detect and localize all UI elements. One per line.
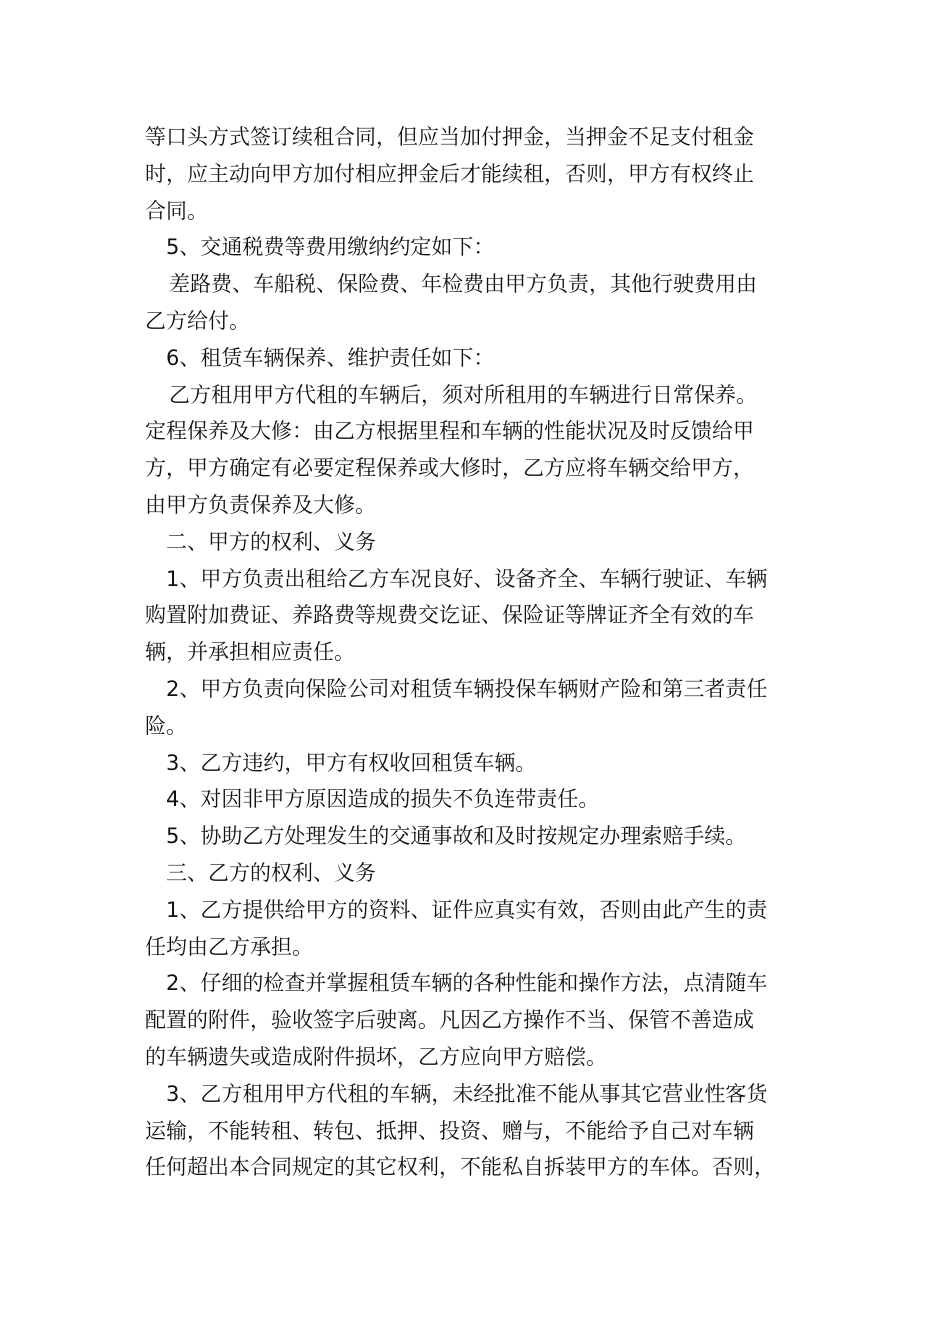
text-line: 方，甲方确定有必要定程保养或大修时，乙方应将车辆交给甲方， bbox=[145, 456, 754, 481]
text-line: 差路费、车船税、保险费、年检费由甲方负责，其他行驶费用由 bbox=[169, 272, 757, 297]
text-line: 险。 bbox=[145, 713, 187, 738]
section-heading: 三、乙方的权利、义务 bbox=[166, 860, 376, 885]
text-line: 购置附加费证、养路费等规费交讫证、保险证等牌证齐全有效的车 bbox=[145, 603, 754, 628]
text-line: 乙方租用甲方代租的车辆后，须对所租用的车辆进行日常保养。 bbox=[169, 382, 757, 407]
list-item: 3、乙方租用甲方代租的车辆，未经批准不能从事其它营业性客货 bbox=[166, 1081, 768, 1106]
list-item: 5、协助乙方处理发生的交通事故和及时按规定办理索赔手续。 bbox=[166, 824, 747, 849]
text-line: 辆，并承担相应责任。 bbox=[145, 640, 355, 665]
text-line: 的车辆遗失或造成附件损坏，乙方应向甲方赔偿。 bbox=[145, 1044, 607, 1069]
list-item: 2、仔细的检查并掌握租赁车辆的各种性能和操作方法，点清随车 bbox=[166, 971, 768, 996]
text-line: 乙方给付。 bbox=[145, 308, 250, 333]
text-line: 配置的附件，验收签字后驶离。凡因乙方操作不当、保管不善造成 bbox=[145, 1008, 754, 1033]
text-line: 运输，不能转租、转包、抵押、投资、赠与，不能给予自己对车辆 bbox=[145, 1118, 754, 1143]
clause-heading: 5、交通税费等费用缴纳约定如下： bbox=[166, 235, 495, 260]
text-line: 等口头方式签订续租合同，但应当加付押金，当押金不足支付租金 bbox=[145, 125, 754, 149]
section-heading: 二、甲方的权利、义务 bbox=[166, 529, 376, 554]
list-item: 1、甲方负责出租给乙方车况良好、设备齐全、车辆行驶证、车辆 bbox=[166, 566, 768, 591]
text-line: 由甲方负责保养及大修。 bbox=[145, 492, 376, 517]
document-body bbox=[145, 119, 810, 1186]
list-item: 2、甲方负责向保险公司对租赁车辆投保车辆财产险和第三者责任 bbox=[166, 676, 768, 701]
text-line: 任何超出本合同规定的其它权利，不能私自拆装甲方的车体。否则， bbox=[145, 1155, 775, 1180]
list-item: 3、乙方违约，甲方有权收回租赁车辆。 bbox=[166, 750, 537, 775]
text-line: 时，应主动向甲方加付相应押金后才能续租，否则，甲方有权终止 bbox=[145, 161, 754, 186]
text-line: 合同。 bbox=[145, 198, 208, 223]
text-line: 定程保养及大修：由乙方根据里程和车辆的性能状况及时反馈给甲 bbox=[145, 419, 754, 444]
list-item: 1、乙方提供给甲方的资料、证件应真实有效，否则由此产生的责 bbox=[166, 897, 768, 922]
clause-heading: 6、租赁车辆保养、维护责任如下： bbox=[166, 345, 495, 370]
list-item: 4、对因非甲方原因造成的损失不负连带责任。 bbox=[166, 787, 600, 812]
text-line: 任均由乙方承担。 bbox=[145, 934, 313, 959]
